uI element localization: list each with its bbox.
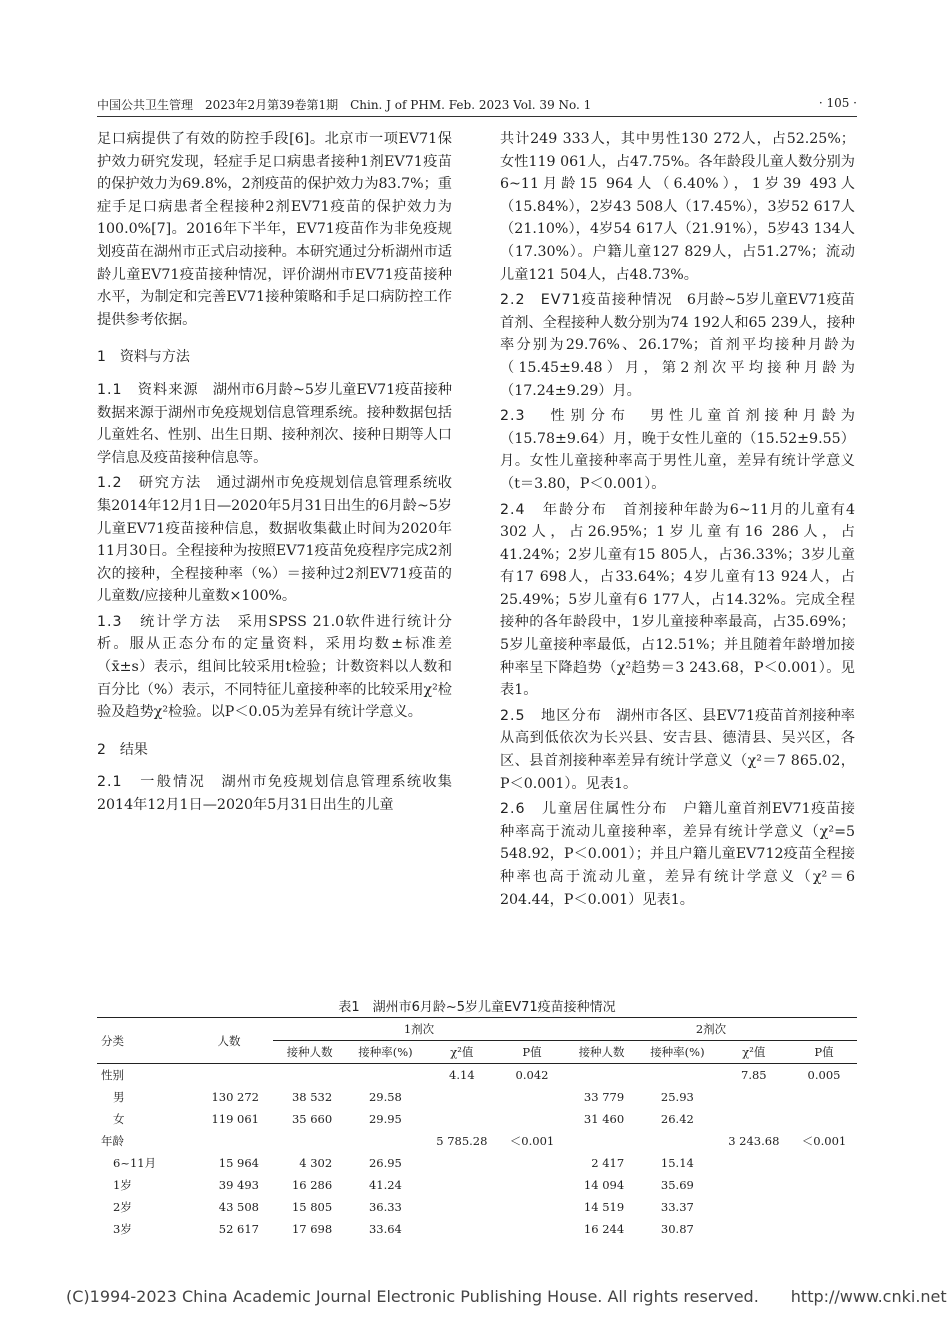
section-2-heading: 2 结果 xyxy=(97,741,148,758)
cell-r1: 33.64 xyxy=(368,1222,402,1236)
cell-p1: 0.042 xyxy=(515,1068,549,1082)
row-label: 1岁 xyxy=(113,1178,132,1192)
cell-c1: 35 660 xyxy=(291,1112,333,1126)
cell-r2: 30.87 xyxy=(660,1222,694,1236)
header-count: 人数 xyxy=(185,1018,273,1064)
header-dose2: 2剂次 xyxy=(565,1018,857,1041)
cell-n: 130 272 xyxy=(211,1090,259,1104)
cell-p2 xyxy=(791,1218,857,1240)
cell-x1 xyxy=(425,1174,499,1196)
section-2-6-text: 户籍儿童首剂EV71疫苗接种率高于流动儿童接种率，差异有统计学意义（χ²=5 548.92，P＜0.001）；并且户籍儿童EV712疫苗全程接种率也高于流动儿童，差异有统计学意义（χ²＝6 204.44，P＜0.001）见表1。 xyxy=(500,801,855,908)
section-1-3-text: 采用SPSS 21.0软件进行统计分析。服从正态分布的定量资料，采用均数±标准差（x̄±s）表示，组间比较采用t检验；计数资料以人数和百分比（%）表示，不同特征儿童接种率的比较采用χ²检验及趋势χ²检验。以P＜0.05为差异有统计学意义。 xyxy=(97,613,452,721)
header-dose2-count: 接种人数 xyxy=(565,1041,638,1064)
header-dose1-p: P值 xyxy=(499,1041,565,1064)
cell-x1 xyxy=(425,1196,499,1218)
section-2-2-head: 2.2 EV71疫苗接种情况 xyxy=(500,292,673,309)
cell-r2 xyxy=(638,1130,716,1152)
cell-p2 xyxy=(791,1152,857,1174)
row-label: 性别 xyxy=(101,1068,124,1082)
cell-x2 xyxy=(717,1196,791,1218)
results-general-cont: 共计249 333人，其中男性130 272人，占52.25%；女性119 061人，占47.75%。各年龄段儿童人数分别为6~11月龄15 964人（6.40%），1岁39 493人（15.84%），2岁43 508人（17.45%），3岁52 617人（21.10%），4岁54 617人（21.91%），5岁43 134人（17.30%）。户籍儿童127 829人，占51.27%；流动儿童121 504人，占48.73%。 xyxy=(500,131,855,283)
cell-c1 xyxy=(273,1130,346,1152)
cell-n: 15 964 xyxy=(218,1156,259,1170)
section-2-4-text: 首剂接种年龄为6~11月的儿童有4 302人，占26.95%；1岁儿童有16 286人，占41.24%；2岁儿童有15 805人，占36.33%；3岁儿童有17 698人，占33.64%；4岁儿童有13 924人，占25.49%；5岁儿童有6 177人，占14.32%。完成全程接种的各年龄段中，1岁儿童接种率最高，占35.69%；5岁儿童接种率最低，占12.51%；并且随着年龄增加接种率呈下降趋势（χ²趋势＝3 243.68，P＜0.001）。见表1。 xyxy=(500,501,855,699)
cell-p2 xyxy=(791,1086,857,1108)
header-dose1-chi: χ²值 xyxy=(425,1041,499,1064)
cell-x1 xyxy=(425,1108,499,1130)
journal-info: 中国公共卫生管理 2023年2月第39卷第1期 Chin. J of PHM. Feb. 2023 Vol. 39 No. 1 xyxy=(97,98,592,112)
cell-x1: 5 785.28 xyxy=(436,1134,488,1148)
section-1-2-text: 通过湖州市免疫规划信息管理系统收集2014年12月1日—2020年5月31日出生的6月龄~5岁儿童EV71疫苗接种信息，数据收集截止时间为2020年11月30日。全程接种为按照EV71疫苗免疫程序完成2剂次的接种，全程接种率（%）＝接种过2剂EV71疫苗的儿童数/应接种儿童数×100%。 xyxy=(97,475,452,605)
table-row xyxy=(97,1086,857,1108)
cell-r1: 29.58 xyxy=(368,1090,402,1104)
cell-p1 xyxy=(499,1174,565,1196)
section-2-2-text: 6月龄~5岁儿童EV71疫苗首剂、全程接种人数分别为74 192人和65 239人，接种率分别为29.76%、26.17%；首剂平均接种月龄为（15.45±9.48）月，第2剂次平均接种月龄为（17.24±9.29）月。 xyxy=(500,292,855,399)
cell-c1: 15 805 xyxy=(291,1200,333,1214)
section-2-3 xyxy=(500,405,855,495)
header-dose1-count: 接种人数 xyxy=(273,1041,346,1064)
cell-c1: 17 698 xyxy=(291,1222,333,1236)
cell-r2: 25.93 xyxy=(660,1090,694,1104)
section-2-2 xyxy=(500,289,855,402)
cell-p2 xyxy=(791,1108,857,1130)
row-label: 年龄 xyxy=(101,1134,124,1148)
section-1-3-head: 1.3 统计学方法 xyxy=(97,613,223,630)
cell-p1 xyxy=(499,1108,565,1130)
cell-p1 xyxy=(499,1086,565,1108)
cell-c1: 38 532 xyxy=(291,1090,333,1104)
table-row xyxy=(97,1152,857,1174)
table-row xyxy=(97,1064,857,1087)
cell-n: 43 508 xyxy=(218,1200,259,1214)
cell-p2 xyxy=(791,1174,857,1196)
table-row xyxy=(97,1174,857,1196)
table-row xyxy=(97,1218,857,1240)
cell-n: 52 617 xyxy=(218,1222,259,1236)
cell-r2: 26.42 xyxy=(660,1112,694,1126)
cell-x2 xyxy=(717,1218,791,1240)
cell-r1 xyxy=(346,1130,424,1152)
cell-x1: 4.14 xyxy=(449,1068,475,1082)
section-2-4-head: 2.4 年龄分布 xyxy=(500,501,608,518)
vaccination-table xyxy=(97,1017,857,1240)
cell-x1 xyxy=(425,1152,499,1174)
right-column xyxy=(500,128,855,914)
header-dose2-rate: 接种率(%) xyxy=(638,1041,716,1064)
cell-r1: 29.95 xyxy=(368,1112,402,1126)
cell-r2: 33.37 xyxy=(660,1200,694,1214)
cell-c2: 2 417 xyxy=(591,1156,625,1170)
intro-paragraph: 足口病提供了有效的防控手段[6]。北京市一项EV71保护效力研究发现，轻症手足口病患者接种1剂EV71疫苗的保护效力为69.8%，2剂疫苗的保护效力为83.7%；重症手足口病患者全程接种2剂EV71疫苗的保护效力为100.0%[7]。2016年下半年，EV71疫苗作为非免疫规划疫苗在湖州市正式启动接种。本研究通过分析湖州市适龄儿童EV71疫苗接种情况，评价湖州市EV71疫苗接种水平，为制定和完善EV71接种策略和手足口病防控工作提供参考依据。 xyxy=(97,131,452,328)
cell-p1 xyxy=(499,1218,565,1240)
row-label: 6~11月 xyxy=(113,1156,157,1170)
cell-x2: 3 243.68 xyxy=(728,1134,780,1148)
cell-c1: 16 286 xyxy=(291,1178,333,1192)
cell-c2: 31 460 xyxy=(583,1112,625,1126)
cell-r1 xyxy=(346,1064,424,1087)
cell-p1 xyxy=(499,1196,565,1218)
cell-r2: 15.14 xyxy=(660,1156,694,1170)
cell-x2: 7.85 xyxy=(741,1068,767,1082)
cell-r1: 26.95 xyxy=(368,1156,402,1170)
cell-c2: 33 779 xyxy=(583,1090,625,1104)
section-2-1-head: 2.1 一般情况 xyxy=(97,774,207,791)
cell-c2 xyxy=(565,1064,638,1087)
row-label: 3岁 xyxy=(113,1222,132,1236)
copyright-footer: (C)1994-2023 China Academic Journal Electronic Publishing House. All rights reserved. http://www.cnki.net xyxy=(66,1287,947,1306)
table-title: 表1 湖州市6月龄~5岁儿童EV71疫苗接种情况 xyxy=(338,1000,616,1015)
section-1-heading: 1 资料与方法 xyxy=(97,349,190,366)
cell-x2 xyxy=(717,1108,791,1130)
cell-p2: ＜0.001 xyxy=(801,1134,847,1148)
cell-r2: 35.69 xyxy=(660,1178,694,1192)
cell-p1: ＜0.001 xyxy=(509,1134,555,1148)
cell-x2 xyxy=(717,1152,791,1174)
row-label: 女 xyxy=(113,1112,125,1126)
section-2-3-text: 男性儿童首剂接种月龄为（15.78±9.64）月，晚于女性儿童的（15.52±9.55）月。女性儿童接种率高于男性儿童，差异有统计学意义（t＝3.80，P＜0.001）。 xyxy=(500,408,855,492)
section-2-1 xyxy=(97,771,452,816)
section-2-6-head: 2.6 儿童居住属性分布 xyxy=(500,801,669,818)
cell-x2 xyxy=(717,1086,791,1108)
section-1-2-head: 1.2 研究方法 xyxy=(97,475,202,492)
section-2-1-text: 湖州市免疫规划信息管理系统收集2014年12月1日—2020年5月31日出生的儿童 xyxy=(97,774,452,814)
header-dose1: 1剂次 xyxy=(273,1018,565,1041)
row-label: 男 xyxy=(113,1090,125,1104)
section-1-1-text: 湖州市6月龄~5岁儿童EV71疫苗接种数据来源于湖州市免疫规划信息管理系统。接种数据包括儿童姓名、性别、出生日期、接种剂次、接种日期等人口学信息及疫苗接种信息等。 xyxy=(97,381,452,466)
section-1-2 xyxy=(97,472,452,608)
cell-c2 xyxy=(565,1130,638,1152)
header-dose1-rate: 接种率(%) xyxy=(346,1041,424,1064)
cell-c2: 16 244 xyxy=(583,1222,625,1236)
page-number: · 105 · xyxy=(818,96,857,110)
section-2-5 xyxy=(500,705,855,795)
cell-n: 119 061 xyxy=(211,1112,259,1126)
cell-r2 xyxy=(638,1064,716,1087)
cell-c1 xyxy=(273,1064,346,1087)
header-category: 分类 xyxy=(97,1018,185,1064)
section-1-1 xyxy=(97,379,452,469)
left-column xyxy=(97,128,452,820)
cell-c2: 14 519 xyxy=(583,1200,625,1214)
cell-r1: 36.33 xyxy=(368,1200,402,1214)
table-row xyxy=(97,1108,857,1130)
cell-x1 xyxy=(425,1218,499,1240)
section-2-4 xyxy=(500,499,855,702)
table-row xyxy=(97,1196,857,1218)
cell-p2 xyxy=(791,1196,857,1218)
row-label: 2岁 xyxy=(113,1200,132,1214)
running-header xyxy=(97,94,857,117)
cell-n: 39 493 xyxy=(218,1178,259,1192)
cell-x2 xyxy=(717,1174,791,1196)
header-dose2-p: P值 xyxy=(791,1041,857,1064)
header-dose2-chi: χ²值 xyxy=(717,1041,791,1064)
cell-n xyxy=(185,1130,273,1152)
cell-p1 xyxy=(499,1152,565,1174)
section-2-6 xyxy=(500,798,855,911)
cell-p2: 0.005 xyxy=(807,1068,841,1082)
cell-r1: 41.24 xyxy=(368,1178,402,1192)
table-row xyxy=(97,1130,857,1152)
cell-n xyxy=(185,1064,273,1087)
section-2-5-text: 湖州市各区、县EV71疫苗首剂接种率从高到低依次为长兴县、安吉县、德清县、吴兴区，各区、县首剂接种率差异有统计学意义（χ²＝7 865.02，P＜0.001）。见表1。 xyxy=(500,707,855,792)
cell-c2: 14 094 xyxy=(583,1178,625,1192)
section-2-3-head: 2.3 性别分布 xyxy=(500,408,631,425)
cell-c1: 4 302 xyxy=(299,1156,333,1170)
cell-x1 xyxy=(425,1086,499,1108)
section-1-3 xyxy=(97,611,452,724)
section-1-1-head: 1.1 资料来源 xyxy=(97,381,199,398)
section-2-5-head: 2.5 地区分布 xyxy=(500,707,603,724)
